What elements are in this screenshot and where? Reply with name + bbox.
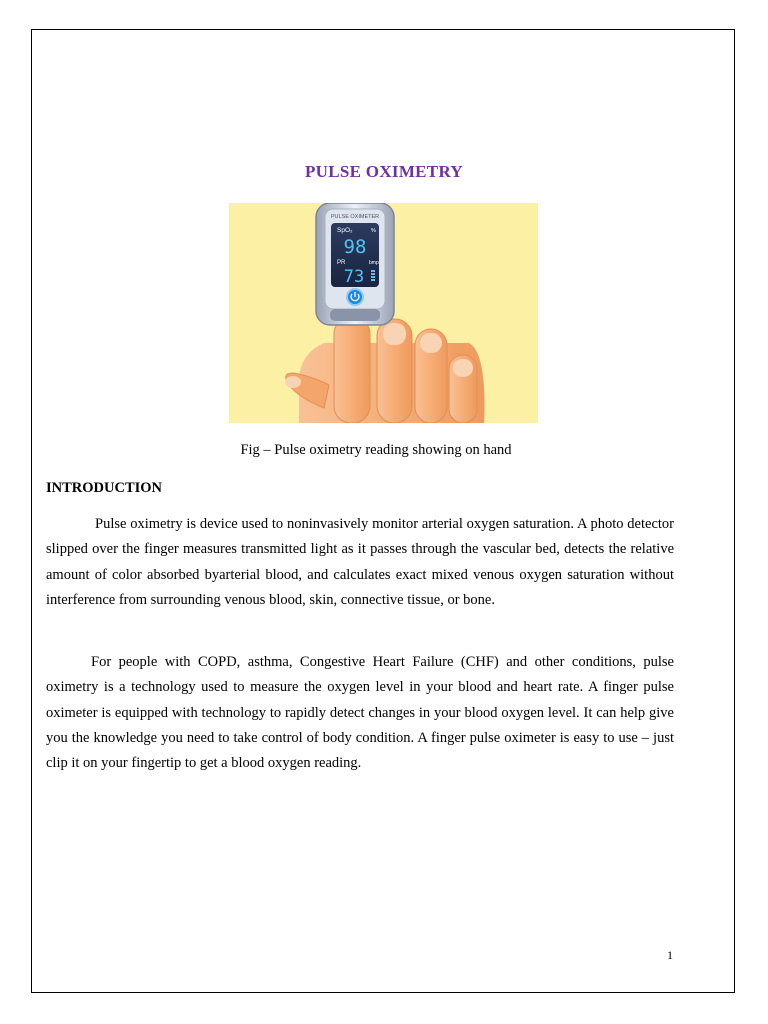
- oximeter-brand-label: PULSE OXIMETER: [330, 214, 380, 220]
- paragraph-1: Pulse oximetry is device used to noninvasively monitor arterial oxygen saturation. A photo detector slipped over the finger measures transmitted light as it passes through the vascular bed, detects the relative amount of color absorbed byarterial blood, and calculates exact mixed venous oxygen saturation without interference from surrounding venous blood, skin, connective tissue, or bone.: [46, 516, 674, 608]
- section-heading-introduction: INTRODUCTION: [46, 480, 163, 496]
- page-number: 1: [667, 948, 673, 962]
- spo2-label: SpO₂: [337, 227, 353, 234]
- middle-finger-nail: [383, 323, 406, 345]
- finger-clip: [330, 309, 380, 321]
- pulse-oximeter-figure: [229, 203, 538, 423]
- spo2-unit: %: [371, 228, 376, 234]
- ring-finger-nail: [420, 333, 442, 353]
- spo2-reading: 98: [343, 236, 367, 258]
- pr-reading: 73: [343, 267, 365, 287]
- document-title: PULSE OXIMETRY: [304, 162, 464, 181]
- figure-caption: Fig – Pulse oximetry reading showing on hand: [240, 442, 512, 458]
- little-finger-nail: [453, 359, 473, 377]
- thumb-nail: [285, 376, 301, 388]
- pr-label: PR: [337, 260, 346, 266]
- pr-unit: bmp: [369, 260, 379, 266]
- index-finger: [334, 317, 370, 423]
- paragraph-2: For people with COPD, asthma, Congestive Heart Failure (CHF) and other conditions, pulse oximetry is a technology used to measure the oxygen level in your blood and heart rate. A finger pulse oximeter is equipped with technology to rapidly detect changes in your blood oxygen level. It can help give you the knowledge you need to take control of body condition. A finger pulse oximeter is easy to use – just clip it on your fingertip to get a blood oxygen reading.: [46, 654, 674, 772]
